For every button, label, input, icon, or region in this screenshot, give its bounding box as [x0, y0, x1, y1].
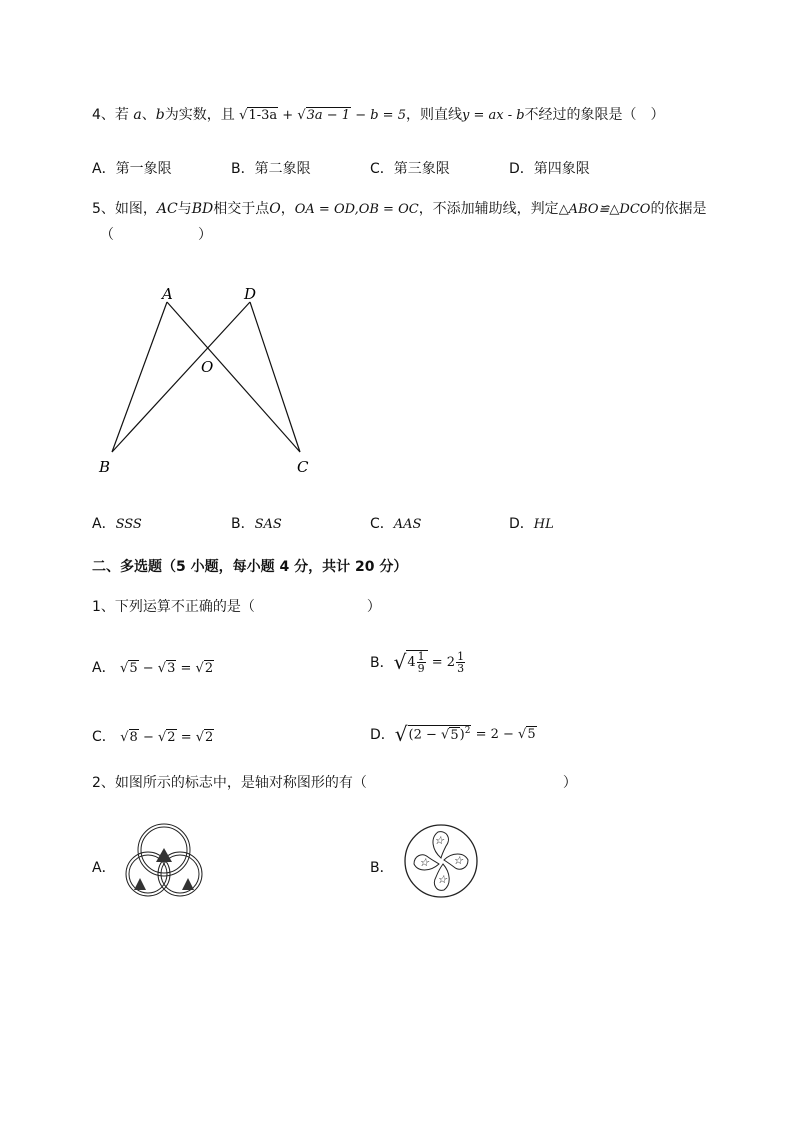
m1-option-c[interactable]: C． √8 − √2 = √2: [92, 729, 214, 745]
m1-option-a[interactable]: A． √5 − √3 = √2: [92, 660, 214, 676]
svg-text:☆: ☆: [434, 834, 444, 847]
q5-option-a[interactable]: A．SSS: [92, 516, 142, 532]
segment-dc: [250, 302, 300, 452]
m2-option-a-label[interactable]: A．: [92, 860, 116, 876]
q5-stem: 5、如图，AC与BD相交于点O，OA = OD,OB = OC，不添加辅助线，判定△ABO≌△DCO的依据是: [92, 201, 707, 217]
q4-option-b[interactable]: B．第二象限: [231, 161, 311, 177]
q4-option-c[interactable]: C．第三象限: [370, 161, 450, 177]
svg-text:☆: ☆: [419, 856, 429, 869]
q5-option-b[interactable]: B．SAS: [231, 516, 282, 532]
q4-equation: √1-3a + √3a − 1 − b = 5: [239, 108, 406, 123]
m1-option-d[interactable]: D． √ $(2 - √5)^2$ = 2 − √ 5: [370, 722, 536, 746]
svg-text:☆: ☆: [453, 854, 463, 867]
label-b: B: [99, 458, 111, 476]
q5-option-d[interactable]: D．HL: [509, 516, 554, 532]
m2-option-b-label[interactable]: B．: [370, 860, 394, 876]
q4-line-equation: y = ax - b: [461, 108, 525, 123]
m2-option-a-logo: [116, 820, 212, 900]
q4-option-d[interactable]: D．第四象限: [509, 161, 590, 177]
section-2-title: 二、多选题（5 小题，每小题 4 分，共计 20 分）: [92, 559, 408, 575]
q4-option-a[interactable]: A．第一象限: [92, 161, 172, 177]
q5-option-c[interactable]: C．AAS: [370, 516, 422, 532]
q5-answer-paren: （ ）: [100, 227, 212, 243]
q5-figure: [90, 280, 330, 480]
label-c: C: [297, 458, 309, 476]
svg-text:☆: ☆: [437, 873, 447, 886]
m1-option-b[interactable]: B． √ 4 $\frac{1}{9}$ = 2 $\frac{1}{3}$: [370, 649, 465, 675]
q4-number: 4、: [92, 107, 115, 123]
q4-stem: 4、若 a、b为实数，且 √1-3a + √3a − 1 − b = 5，则直线y = ax - b不经过的象限是（ ）: [92, 107, 665, 123]
label-o: O: [201, 358, 214, 376]
segment-ab: [112, 302, 167, 452]
m1-stem: 1、下列运算不正确的是（ ）: [92, 599, 381, 615]
segment-bd: [112, 302, 250, 452]
m2-stem: 2、如图所示的标志中，是轴对称图形的有（ ）: [92, 775, 577, 791]
label-d: D: [244, 285, 257, 303]
segment-ac: [167, 302, 300, 452]
m2-option-b-logo: [402, 822, 480, 900]
label-a: A: [162, 285, 173, 303]
